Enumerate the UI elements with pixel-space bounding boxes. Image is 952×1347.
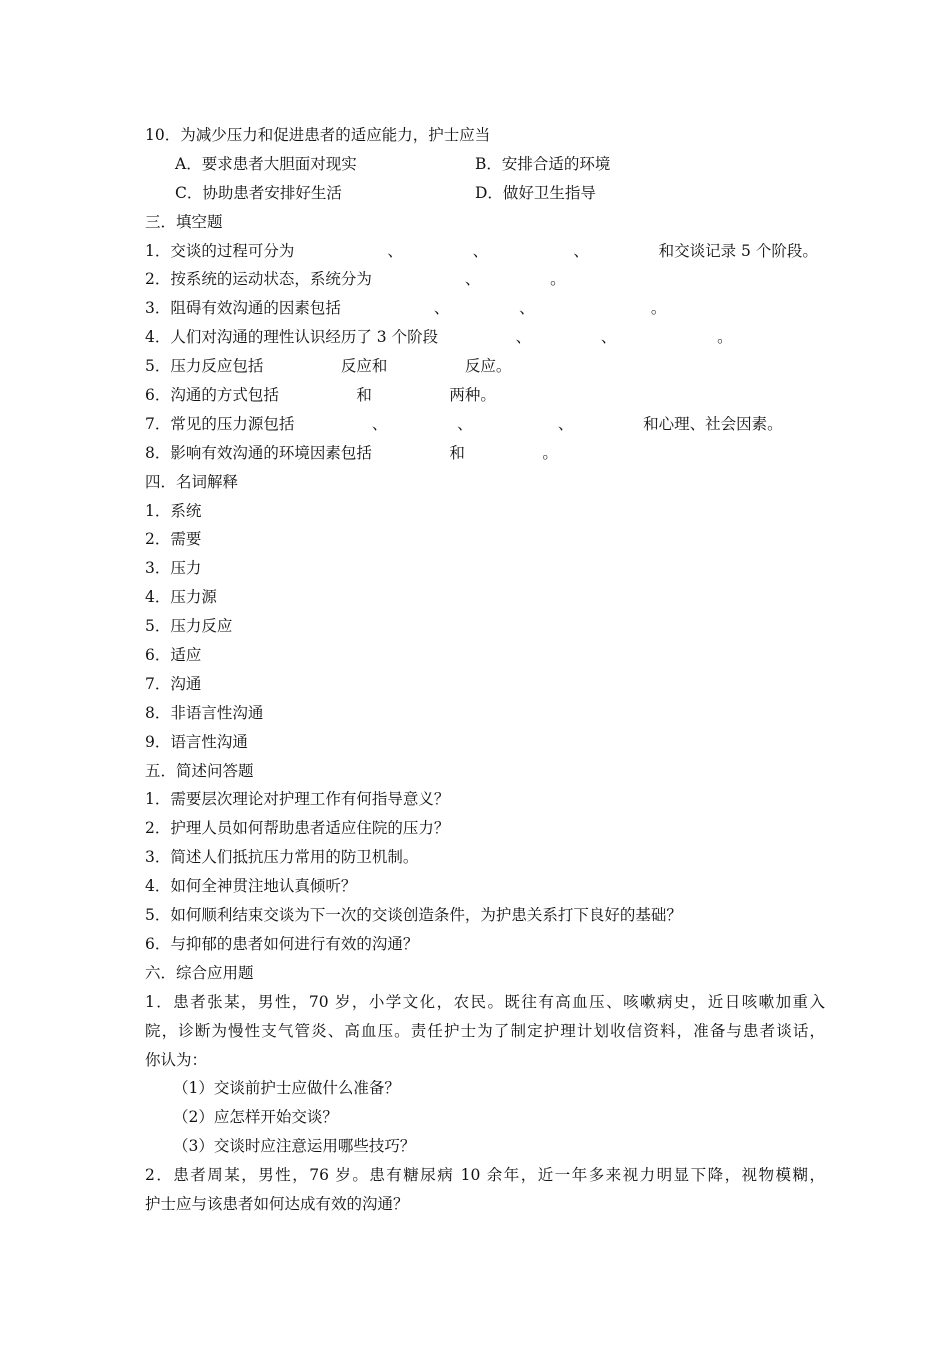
fill-in-item: 2．按系统的运动状态，系统分为 、 。 <box>145 270 566 289</box>
term-item: 6．适应 <box>145 646 202 665</box>
case-1-subquestion: （1）交谈前护士应做什么准备？ <box>173 1079 400 1098</box>
section-title-application: 六．综合应用题 <box>145 963 254 982</box>
fill-in-item: 1．交谈的过程可分为 、 、 、 和交谈记录 5 个阶段。 <box>145 241 818 260</box>
question-10-stem: 10．为减少压力和促进患者的适应能力，护士应当 <box>145 126 491 144</box>
fill-in-item: 8．影响有效沟通的环境因素包括 和 。 <box>145 443 558 462</box>
fill-in-item: 4．人们对沟通的理性认识经历了 3 个阶段 、 、 。 <box>145 328 733 347</box>
case-2-line: 2．患者周某，男性，76 岁。患有糖尿病 10 余年，近一年多来视力明显下降，视物模糊， <box>145 1166 825 1185</box>
term-item: 8．非语言性沟通 <box>145 703 264 722</box>
case-1-paragraph <box>145 988 825 1075</box>
term-item: 3．压力 <box>145 559 202 578</box>
term-item: 9．语言性沟通 <box>145 732 248 751</box>
short-answer-item: 1．需要层次理论对护理工作有何指导意义？ <box>145 790 450 809</box>
short-answer-item: 3．简述人们抵抗压力常用的防卫机制。 <box>145 848 419 867</box>
option-c: C．协助患者安排好生活 <box>175 183 342 202</box>
question-10-options-row-2 <box>145 179 825 208</box>
option-a: A．要求患者大胆面对现实 <box>175 154 357 173</box>
fill-in-item: 5．压力反应包括 反应和 反应。 <box>145 357 512 376</box>
term-item: 2．需要 <box>145 530 202 549</box>
term-item: 4．压力源 <box>145 588 217 607</box>
section-title-fill-in: 三．填空题 <box>145 212 223 231</box>
case-2-paragraph <box>145 1161 825 1219</box>
case-1-subquestion: （2）应怎样开始交谈？ <box>173 1108 338 1127</box>
case-1-line: 院，诊断为慢性支气管炎、高血压。责任护士为了制定护理计划收信资料，准备与患者谈话， <box>145 1021 825 1040</box>
term-item: 1．系统 <box>145 501 202 520</box>
case-1-subquestion: （3）交谈时应注意运用哪些技巧？ <box>173 1137 416 1156</box>
case-1-line: 你认为： <box>145 1050 208 1069</box>
short-answer-item: 6．与抑郁的患者如何进行有效的沟通？ <box>145 934 419 953</box>
short-answer-item: 5．如何顺利结束交谈为下一次的交谈创造条件，为护患关系打下良好的基础？ <box>145 906 682 925</box>
term-item: 5．压力反应 <box>145 617 233 636</box>
fill-in-item: 3．阻碍有效沟通的因素包括 、 、 。 <box>145 299 667 318</box>
fill-in-item: 6．沟通的方式包括 和 两种。 <box>145 386 496 405</box>
term-item: 7．沟通 <box>145 674 202 693</box>
fill-in-item: 7．常见的压力源包括 、 、 、 和心理、社会因素。 <box>145 414 783 433</box>
question-10-options-row-1 <box>145 150 825 179</box>
option-d: D．做好卫生指导 <box>475 183 596 202</box>
page-content <box>145 121 825 1219</box>
option-b: B．安排合适的环境 <box>475 154 611 173</box>
short-answer-item: 4．如何全神贯注地认真倾听？ <box>145 877 357 896</box>
case-2-line: 护士应与该患者如何达成有效的沟通？ <box>145 1194 409 1213</box>
section-title-short-answer: 五．简述问答题 <box>145 761 254 780</box>
case-1-line: 1．患者张某，男性，70 岁，小学文化，农民。既往有高血压、咳嗽病史，近日咳嗽加重入 <box>145 992 825 1011</box>
short-answer-item: 2．护理人员如何帮助患者适应住院的压力？ <box>145 819 450 838</box>
section-title-terms: 四．名词解释 <box>145 472 239 491</box>
